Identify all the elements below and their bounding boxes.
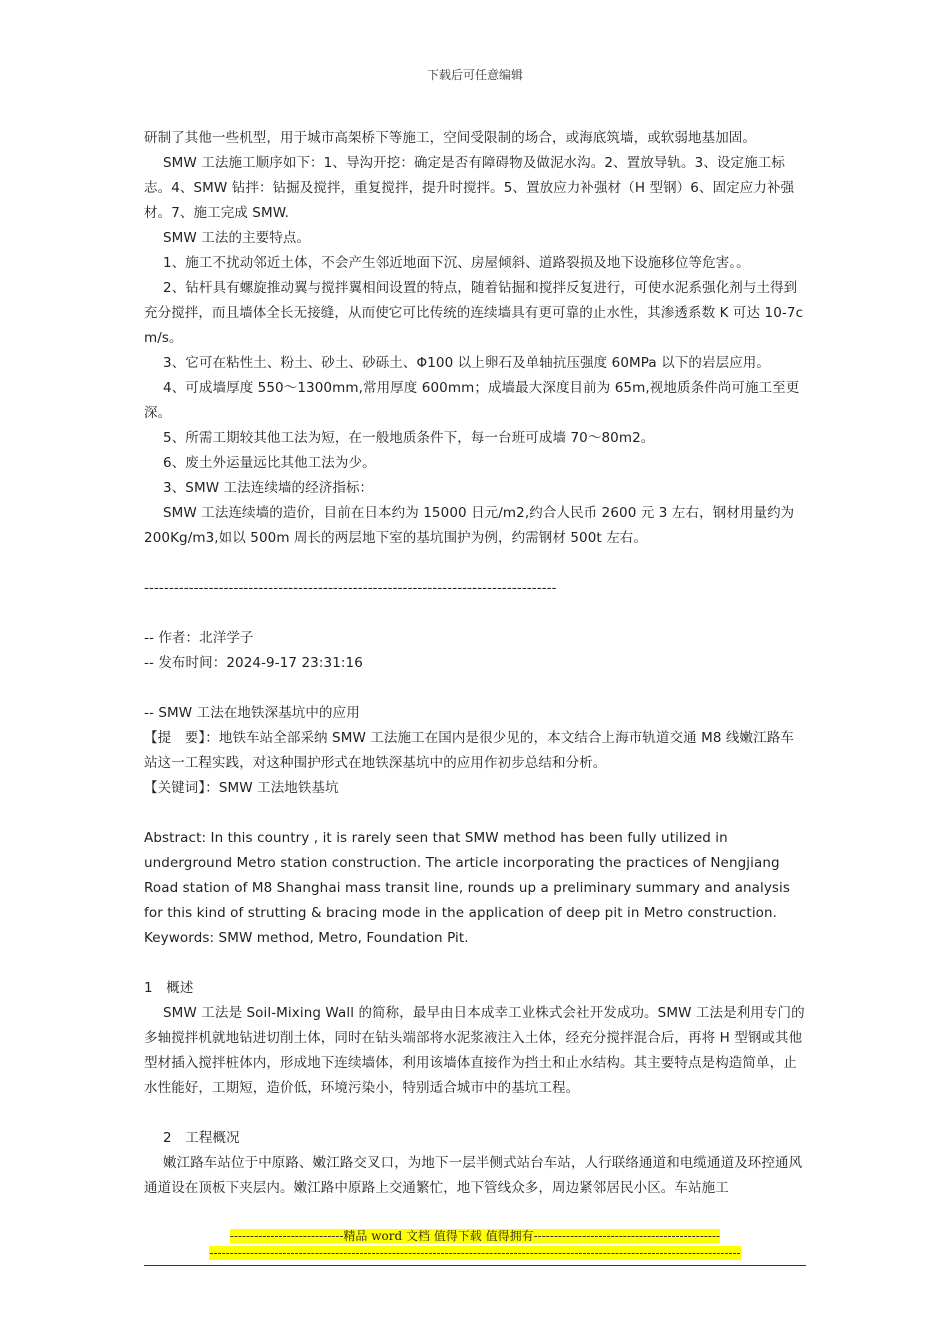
section-heading: 1 概述 — [144, 980, 194, 996]
keywords-cn: 【关键词】：SMW 工法地铁基坑 — [144, 780, 339, 796]
paragraph: 6、废土外运量远比其他工法为少。 — [163, 455, 376, 471]
paragraph: 5、所需工期较其他工法为短，在一般地质条件下，每一台班可成墙 70～80m2。 — [163, 430, 655, 446]
article-summary: 【提 要】：地铁车站全部采纳 SMW 工法施工在国内是很少见的，本文结合上海市轨道交通 M8 线嫩江路车站这一工程实践，对这种围护形式在地铁深基坑中的应用作初步总结和分析。 — [144, 730, 794, 771]
spacer — [144, 676, 806, 701]
paragraph: SMW 工法的主要特点。 — [163, 230, 311, 246]
separator-line: ----------------------------------------------------------------------------------- — [144, 580, 557, 596]
section-body: SMW 工法是 Soil-Mixing Wall 的简称，最早由日本成幸工业株式会社开发成功。SMW 工法是利用专门的多轴搅拌机就地钻进切削土体，同时在钻头端部将水泥浆液注入土体，经充分搅拌混合后，再将 H 型钢或其他型材插入搅拌桩体内，形成地下连续墙体，利用该墙体直接作为挡土和止水结构。其主要特点是构造简单，止水性能好，工期短，造价低，环境污染小，特别适合城市中的基坑工程。 — [144, 1005, 805, 1096]
paragraph: 3、SMW 工法连续墙的经济指标： — [163, 480, 374, 496]
footer-dash-text: ----------------------------------------------------------------------------------------------------------------------------------- — [209, 1246, 741, 1260]
author-line: -- 作者：北洋学子 — [144, 630, 254, 646]
section-body: 嫩江路车站位于中原路、嫩江路交叉口，为地下一层半侧式站台车站，人行联络通道和电缆通道及环控通风通道设在顶板下夹层内。嫩江路中原路上交通繁忙，地下管线众多，周边紧邻居民小区。车站施工 — [144, 1155, 803, 1196]
document-body — [144, 126, 806, 1201]
section-heading: 2 工程概况 — [163, 1130, 240, 1146]
paragraph: 4、可成墙厚度 550～1300mm,常用厚度 600mm；成墙最大深度目前为 65m,视地质条件尚可施工至更深。 — [144, 380, 800, 421]
page-footer — [144, 1228, 806, 1266]
paragraph: SMW 工法连续墙的造价，目前在日本约为 15000 日元/m2,约合人民币 2600 元 3 左右，钢材用量约为 200Kg/m3,如以 500m 周长的两层地下室的基坑围护为例，约需钢材 500t 左右。 — [144, 505, 795, 546]
spacer — [144, 951, 806, 976]
keywords-en: Keywords: SMW method, Metro, Foundation Pit. — [144, 930, 469, 946]
spacer — [144, 551, 806, 576]
page-header: 下载后可任意编辑 — [426, 68, 523, 82]
footer-promo-line — [144, 1228, 806, 1245]
spacer — [144, 801, 806, 826]
paragraph: 2、钻杆具有螺旋推动翼与搅拌翼相间设置的特点，随着钻掘和搅拌反复进行，可使水泥系强化剂与土得到充分搅拌，而且墙体全长无接缝，从而使它可比传统的连续墙具有更可靠的止水性，其渗透系数 K 可达 10-7cm/s。 — [144, 280, 804, 346]
paragraph: 研制了其他一些机型，用于城市高架桥下等施工，空间受限制的场合，或海底筑墙，或软弱地基加固。 — [144, 130, 756, 146]
spacer — [144, 601, 806, 626]
footer-promo-text: ----------------------------精品 word 文档 值得下载 值得拥有---------------------------------------------- — [229, 1229, 721, 1243]
publish-time: -- 发布时间：2024-9-17 23:31:16 — [144, 655, 363, 671]
paragraph: 1、施工不扰动邻近土体，不会产生邻近地面下沉、房屋倾斜、道路裂损及地下设施移位等危害。。 — [163, 255, 750, 271]
abstract-en: Abstract: In this country , it is rarely seen that SMW method has been fully utilized in underground Metro station construction. The article incorporating the practices of Nengjiang Road station of M8 Shanghai mass transit line, rounds up a preliminary summary and analysis for this kind of strutting & bracing mode in the application of deep pit in Metro construction. — [144, 830, 791, 921]
paragraph: 3、它可在粘性土、粉土、砂土、砂砾土、Φ100 以上卵石及单轴抗压强度 60MPa 以下的岩层应用。 — [163, 355, 770, 371]
spacer — [144, 1101, 806, 1126]
paragraph: SMW 工法施工顺序如下：1、导沟开挖：确定是否有障碍物及做泥水沟。2、置放导轨。3、设定施工标志。4、SMW 钻拌：钻掘及搅拌，重复搅拌，提升时搅拌。5、置放应力补强材（H 型钢）6、固定应力补强材。7、施工完成 SMW. — [144, 155, 795, 221]
footer-dash-line — [144, 1245, 806, 1262]
article-title: -- SMW 工法在地铁深基坑中的应用 — [144, 705, 360, 721]
